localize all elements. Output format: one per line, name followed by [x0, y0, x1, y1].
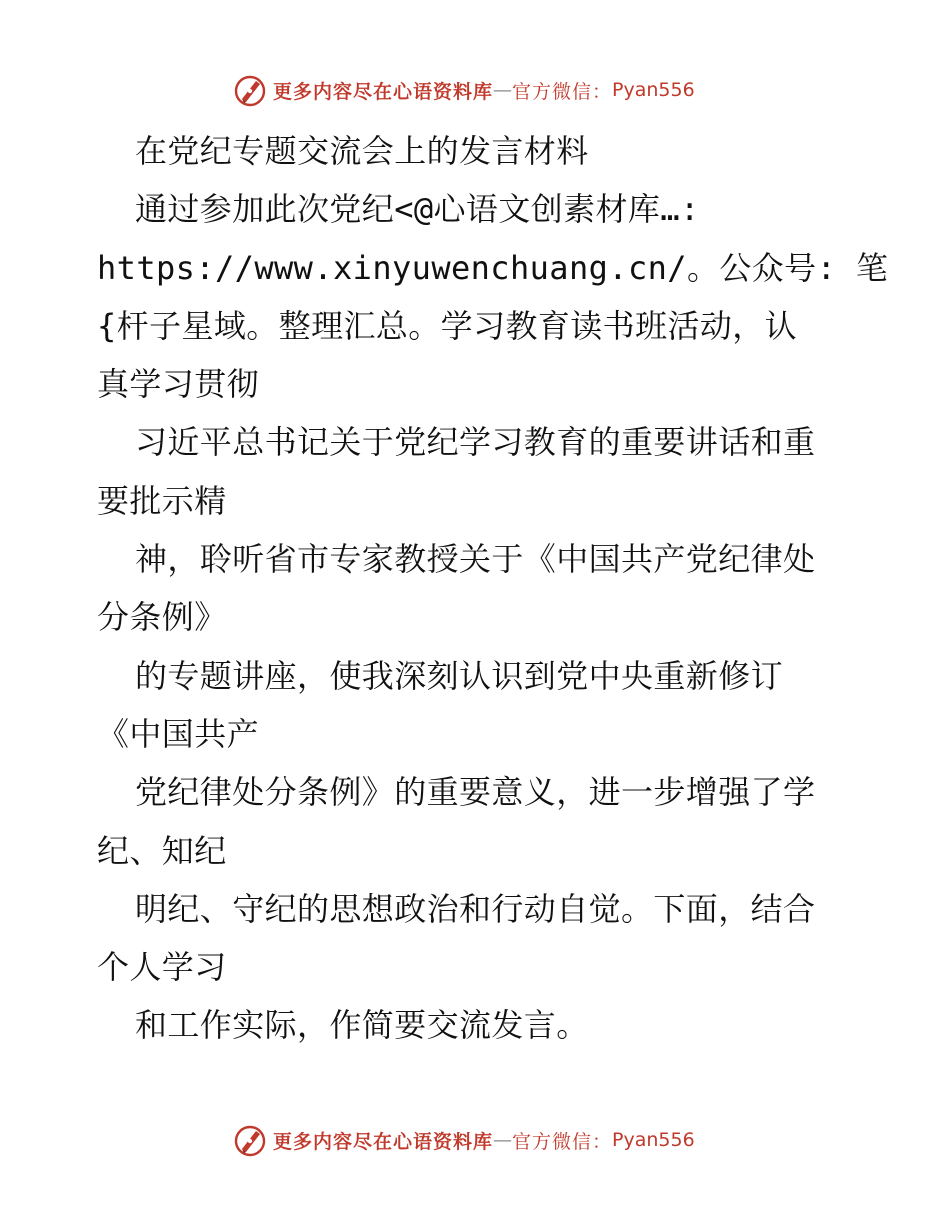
document-line: {杆子星域。整理汇总。学习教育读书班活动，认	[97, 306, 798, 345]
watermark-wechat-label: 官方微信：	[512, 1130, 613, 1153]
document-line: 和工作实际，作简要交流发言。	[135, 1006, 589, 1045]
document-line: 党纪律处分条例》的重要意义，进一步增强了学	[135, 773, 816, 812]
document-line: 习近平总书记关于党纪学习教育的重要讲话和重	[135, 423, 816, 462]
document-line: 通过参加此次党纪<@心语文创素材库…:	[135, 190, 700, 229]
pen-circle-logo-icon	[233, 1123, 267, 1157]
document-line: 明纪、守纪的思想政治和行动自觉。下面，结合	[135, 889, 816, 928]
document-line: 分条例》	[97, 598, 227, 637]
watermark-wechat-handle: Pyan556	[612, 1129, 695, 1151]
header-watermark	[233, 72, 695, 108]
document-line: 的专题讲座，使我深刻认识到党中央重新修订	[135, 656, 784, 695]
document-line: 在党纪专题交流会上的发言材料	[135, 132, 589, 170]
watermark-wechat-label: 官方微信：	[512, 80, 613, 103]
watermark-dash: —	[493, 79, 513, 101]
document-line: 《中国共产	[97, 714, 260, 753]
document-line: https://www.xinyuwenchuang.cn/。公众号: 笔	[97, 248, 889, 287]
watermark-lead-text: 更多内容尽在心语资料库	[273, 80, 494, 103]
watermark-lead-text: 更多内容尽在心语资料库	[273, 1130, 494, 1153]
pen-circle-logo-icon	[233, 73, 267, 107]
document-body	[97, 122, 887, 1055]
document-line: 纪、知纪	[97, 831, 227, 870]
footer-watermark	[233, 1122, 695, 1158]
document-line: 个人学习	[97, 948, 227, 987]
document-line: 真学习贯彻	[97, 365, 260, 404]
document-line: 神，聆听省市专家教授关于《中国共产党纪律处	[135, 540, 816, 579]
document-line: 要批示精	[97, 481, 227, 520]
watermark-dash: —	[493, 1129, 513, 1151]
watermark-wechat-handle: Pyan556	[612, 79, 695, 101]
